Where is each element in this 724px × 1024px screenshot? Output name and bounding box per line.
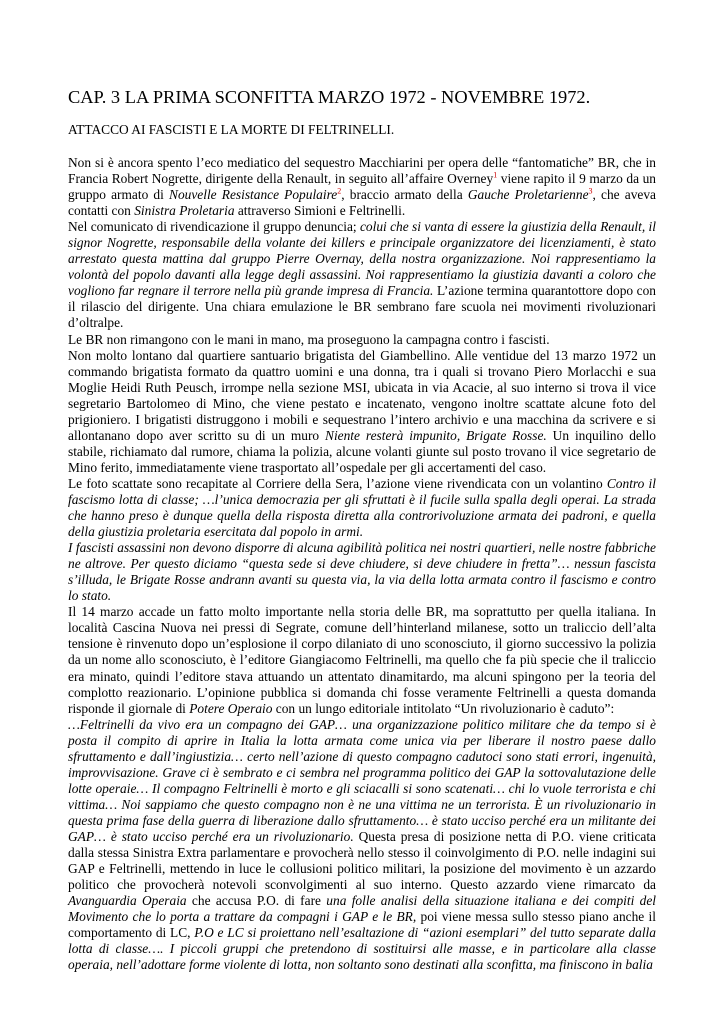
paragraph-3: Le BR non rimangono con le mani in mano, ma proseguono la campagna contro i fascisti.: [68, 331, 550, 347]
text-run: attraverso Simioni e Feltrinelli.: [234, 203, 406, 219]
italic-run: una folle analisi della situazione italiana e dei compiti del Movimento che lo porta a trattare da compagni i GAP e le BR,: [68, 893, 656, 925]
text-run: poi viene messa sullo stesso piano anche il comportamento di LC,: [68, 909, 656, 941]
paragraph-6: [68, 540, 656, 604]
text-run: , braccio armato della: [341, 187, 468, 203]
body-text: [68, 155, 656, 973]
italic-run: P.O e LC si proiettano nell’esaltazione di “azioni esemplari” del tutto separate dalla lotta di classe…. I piccoli gruppi che pretendono di sostituirsi alle masse, e in particolare alla classe operaia, nell’adottare forme violente di lotta, non soltanto sono destinati alla sconfitta, ma finiscono in balia: [68, 925, 656, 973]
italic-run: colui che si vanta di essere la giustizia della Renault, il signor Nogrette, responsabile della volante dei killers e principale organizzatore dei licenziamenti, è stato arrestato questa mattina dal gruppo Pierre Overnay, della nostra organizzazione. Noi rappresentiamo la volontà del popolo davanti alla legge degli assassini. Noi rappresentiamo la giustizia davanti a coloro che vogliono far regnare il terrore nella più grande impresa di Francia.: [68, 219, 656, 299]
paragraph-4: [68, 348, 656, 476]
paragraph-7: [68, 604, 656, 716]
text-run: con un lungo editoriale intitolato “Un rivoluzionario è caduto”:: [272, 700, 615, 716]
text-run: Il 14 marzo accade un fatto molto importante nella storia delle BR, ma soprattutto per quella italiana. In località Cascina Nuova nei pressi di Segrate, comune dell’hinterland milanese, sotto un traliccio dell’alta tensione è rinvenuto dopo un’esplosione il corpo dilaniato di uno sconosciuto, il giorno successivo la polizia da un nome allo sconosciuto, è l’editore Giangiacomo Feltrinelli, ma quello che fa più specie che il traliccio era minato, quindi l’editore stava attuando un attentato dinamitardo, ma alcuni spingono per la teoria del complotto reazionario. L’opinione pubblica si domanda chi fosse veramente Feltrinelli a questa domanda risponde il giornale di: [68, 604, 656, 716]
italic-run: Potere Operaio: [189, 700, 273, 716]
italic-run: I fascisti assassini non devono disporre di alcuna agibilità politica nei nostri quartieri, nelle nostre fabbriche ne altrove. Per questo diciamo “questa sede si deve chiudere, si deve chiudere in fretta”… nessun fascista s’illuda, le Brigate Rosse andrann avanti su questa via, la via della lotta armata contro il fascismo e contro lo stato.: [68, 540, 656, 604]
text-run: Non si è ancora spento l’eco mediatico del sequestro Macchiarini per opera delle “fantomatiche” BR, che in Francia Robert Nogrette, dirigente della Renault, in seguito all’affaire Overney: [68, 155, 656, 187]
italic-run: Gauche Proletarienne: [467, 187, 589, 203]
text-run: , che aveva contatti con: [68, 187, 656, 219]
text-run: Non molto lontano dal quartiere santuario brigatista del Giambellino. Alle ventidue del 13 marzo 1972 un commando brigatista formato da quattro uomini e una donna, tra i quali si trovano Piero Morlacchi e sua Moglie Heidi Ruth Peusch, irrompe nella sezione MSI, ubicata in via Acacie, al suo interno si trova il vice segretario Bartolomeo di Mino, che viene pestato e incatenato, vengono inoltre scattate alcune foto del prigioniero. I brigatisti distruggono i mobili e sequestrano l’intero archivio e una macchina da scrivere e si allontanano dopo aver scritto su di un muro: [68, 347, 656, 443]
section-title: ATTACCO AI FASCISTI E LA MORTE DI FELTRINELLI.: [68, 122, 395, 137]
footnote-ref-3[interactable]: 3: [588, 186, 593, 196]
paragraph-1: [68, 155, 656, 219]
text-run: Un inquilino dello stabile, richiamato dal rumore, chiama la polizia, alcune volanti giunte sul posto trovano il vice segretario de Mino ferito, immediatamente viene trasportato all’ospedale per gli accertamenti del caso.: [68, 427, 656, 475]
italic-run: Niente resterà impunito, Brigate Rosse.: [325, 427, 547, 443]
text-run: Questa presa di posizione netta di P.O. viene criticata dalla stessa Sinistra Extra parlamentare e provocherà nello stesso il coinvolgimento di P.O. nelle indagini sui GAP e Feltrinelli, mettendo in luce le collusioni politico militari, la posizione del movimento è un azzardo politico che provocherà notevoli sconvolgimenti al suo interno. Questo azzardo viene rimarcato da: [68, 828, 656, 893]
italic-run: Avanguardia Operaia: [68, 893, 187, 909]
paragraph-8: [68, 717, 656, 974]
footnote-ref-1[interactable]: 1: [493, 170, 498, 180]
italic-run: Nouvelle Resistance Populaire: [169, 187, 338, 203]
text-run: Le foto scattate sono recapitate al Corriere della Sera, l’azione viene rivendicata con un volantino: [68, 475, 607, 491]
chapter-title: CAP. 3 LA PRIMA SCONFITTA MARZO 1972 - NOVEMBRE 1972.: [68, 87, 591, 107]
text-run: viene rapito il 9 marzo da un gruppo armato di: [68, 171, 656, 203]
text-run: L’azione termina quarantottore dopo con il rilascio del dirigente. Una chiara emulazione le BR sembrano fare scuola nei movimenti rivoluzionari d’oltralpe.: [68, 283, 656, 331]
italic-run: Sinistra Proletaria: [134, 203, 235, 219]
paragraph-2: [68, 219, 656, 331]
text-run: Nel comunicato di rivendicazione il gruppo denuncia;: [68, 219, 360, 235]
paragraph-5: [68, 476, 656, 540]
footnote-ref-2[interactable]: 2: [337, 186, 342, 196]
italic-run: …Feltrinelli da vivo era un compagno dei GAP… una organizzazione politico militare che da tempo si è posta il compito di aprire in Italia la lotta armata come unica via per liberare il nostro paese dallo sfruttamento e dall’ingiustizia… certo nell’azione di questo compagno cadutoci sono stati errori, ingenuità, improvvisazione. Grave ci è sembrato e ci sembra nel programma politico dei GAP la sottovalutazione delle lotte operaie… Il compagno Feltrinelli è morto e gli sciacalli si sono scatenati… chi lo vuole terrorista e chi vittima… Noi sappiamo che questo compagno non è ne una vittima ne un terrorista. È un rivoluzionario in questa prima fase della guerra di liberazione dallo sfruttamento… è stato ucciso perché era un militante dei GAP… è stato ucciso perché era un rivoluzionario.: [68, 716, 656, 844]
text-run: che accusa P.O. di fare: [186, 893, 327, 909]
italic-run: Contro il fascismo lotta di classe; …l’unica democrazia per gli sfruttati è il fucile sulla spalla degli operai. La strada che hanno preso è dunque quella della risposta diretta alla controrivoluzione armata dei padroni, e quella della giustizia proletaria esercitata dal popolo in armi.: [68, 475, 656, 540]
